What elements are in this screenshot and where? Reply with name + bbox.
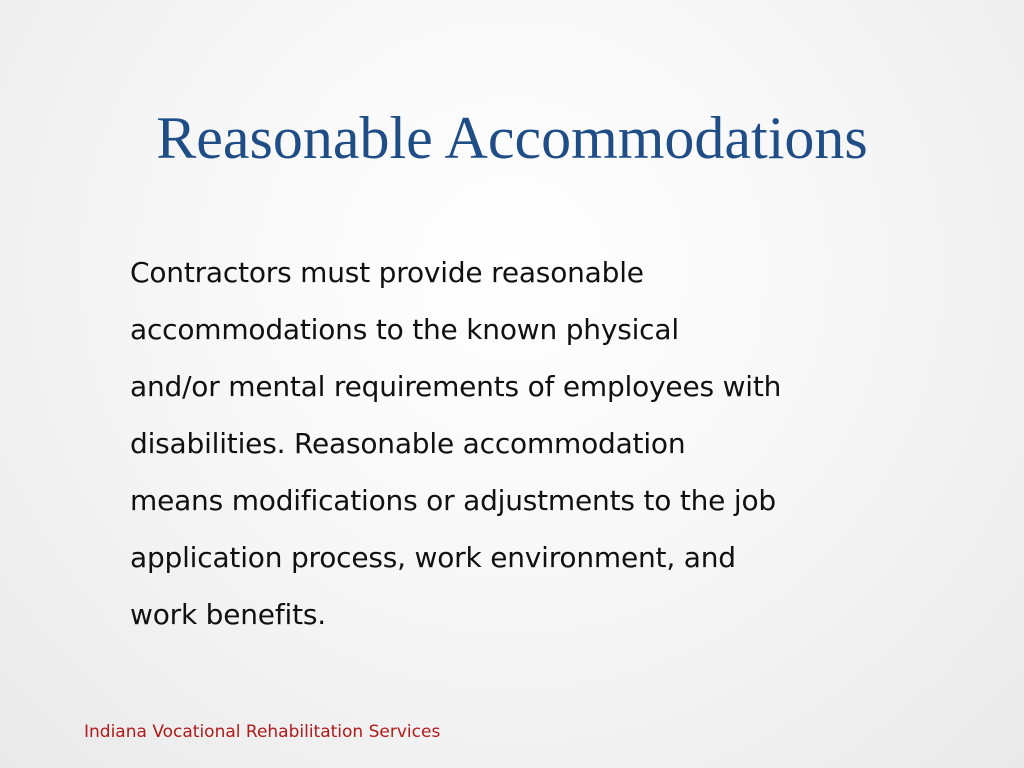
body-line: disabilities. Reasonable accommodation — [130, 427, 686, 460]
body-line: work benefits. — [130, 598, 326, 631]
body-line: Contractors must provide reasonable — [130, 256, 644, 289]
body-line: means modifications or adjustments to the job — [130, 484, 776, 517]
body-line: accommodations to the known physical — [130, 313, 679, 346]
slide-body — [130, 244, 930, 643]
slide-footer: Indiana Vocational Rehabilitation Services — [84, 722, 441, 742]
body-line: and/or mental requirements of employees with — [130, 370, 782, 403]
slide-title: Reasonable Accommodations — [156, 105, 868, 171]
body-line: application process, work environment, and — [130, 541, 736, 574]
